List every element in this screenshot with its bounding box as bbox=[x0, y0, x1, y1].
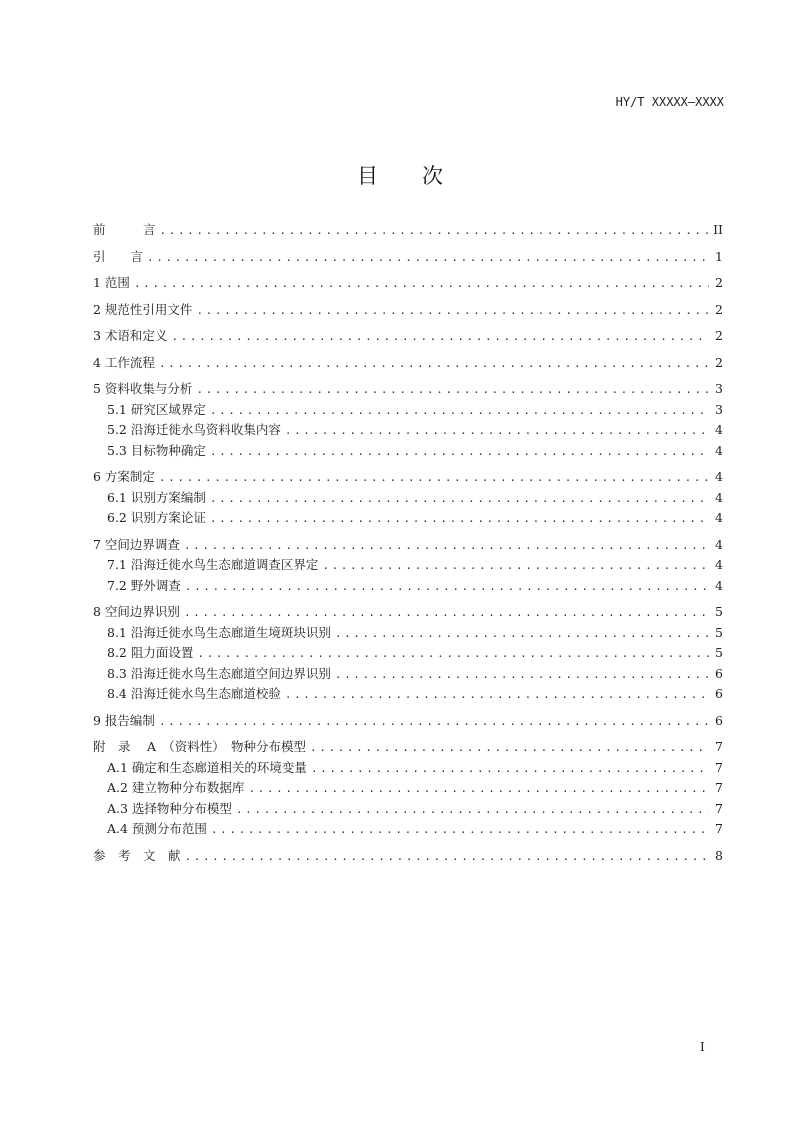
toc-entry-label: 9 报告编制 bbox=[93, 712, 155, 728]
page-title-char-1: 目 bbox=[357, 164, 378, 188]
toc-entry-page-number: 2 bbox=[715, 328, 723, 343]
toc-entry[interactable] bbox=[93, 467, 723, 488]
toc-entry-label: 前 言 bbox=[93, 222, 156, 237]
toc-entry-page-number: 4 bbox=[715, 510, 723, 525]
toc-entry-page-number: 4 bbox=[715, 469, 723, 484]
toc-entry-page-number: 3 bbox=[715, 381, 723, 396]
toc-entry-page-number: II bbox=[713, 222, 723, 237]
toc-entry-page-number: 4 bbox=[715, 489, 723, 505]
toc-entry-page-number: 4 bbox=[715, 422, 723, 437]
toc-entry[interactable] bbox=[93, 602, 723, 623]
toc-entry-page-number: 7 bbox=[715, 821, 723, 836]
toc-entry-page-number: 7 bbox=[715, 739, 723, 754]
toc-subentry[interactable] bbox=[93, 664, 723, 685]
table-of-contents bbox=[93, 220, 723, 866]
toc-entry-page-number: 2 bbox=[715, 354, 723, 370]
toc-subentry[interactable] bbox=[93, 623, 723, 644]
toc-entry[interactable] bbox=[93, 737, 723, 758]
toc-dot-leader bbox=[160, 221, 709, 242]
toc-dot-leader bbox=[236, 800, 709, 821]
toc-entry-label: 8.3 沿海迁徙水鸟生态廊道空间边界识别 bbox=[107, 665, 331, 681]
toc-entry[interactable] bbox=[93, 273, 723, 294]
toc-entry-page-number: 6 bbox=[715, 686, 723, 701]
toc-entry-page-number: 4 bbox=[715, 577, 723, 593]
toc-entry-label: A.1 确定和生态廊道相关的环境变量 bbox=[107, 759, 307, 775]
toc-dot-leader bbox=[285, 421, 709, 442]
toc-subentry[interactable] bbox=[93, 819, 723, 840]
toc-entry-label: 8.4 沿海迁徙水鸟生态廊道校验 bbox=[107, 686, 281, 701]
toc-entry-page-number: 2 bbox=[715, 275, 723, 290]
toc-dot-leader bbox=[159, 468, 709, 489]
toc-dot-leader bbox=[134, 274, 709, 295]
toc-entry-page-number: 2 bbox=[715, 301, 723, 317]
toc-entry-page-number: 4 bbox=[715, 557, 723, 572]
toc-entry[interactable] bbox=[93, 220, 723, 241]
toc-dot-leader bbox=[311, 759, 709, 780]
toc-subentry[interactable] bbox=[93, 488, 723, 509]
toc-subentry[interactable] bbox=[93, 643, 723, 664]
toc-dot-leader bbox=[322, 556, 709, 577]
toc-entry-label: 7 空间边界调查 bbox=[93, 536, 180, 552]
toc-subentry[interactable] bbox=[93, 576, 723, 597]
toc-subentry[interactable] bbox=[93, 400, 723, 421]
toc-dot-leader bbox=[197, 644, 709, 665]
toc-entry-label: 6.2 识别方案论证 bbox=[107, 510, 206, 525]
toc-dot-leader bbox=[196, 301, 709, 322]
toc-dot-leader bbox=[248, 779, 709, 800]
page-title-char-2: 次 bbox=[422, 164, 443, 188]
toc-entry-page-number: 7 bbox=[715, 759, 723, 775]
toc-entry-label: 6 方案制定 bbox=[93, 469, 155, 484]
toc-entry-label: 6.1 识别方案编制 bbox=[107, 489, 206, 505]
toc-entry[interactable] bbox=[93, 535, 723, 556]
toc-entry[interactable] bbox=[93, 300, 723, 321]
toc-entry-page-number: 5 bbox=[715, 645, 723, 660]
toc-entry[interactable] bbox=[93, 711, 723, 732]
toc-entry-label: 8 空间边界识别 bbox=[93, 604, 180, 619]
toc-dot-leader bbox=[147, 248, 709, 269]
toc-dot-leader bbox=[211, 820, 709, 841]
toc-dot-leader bbox=[185, 847, 709, 868]
toc-entry-label: 5.3 目标物种确定 bbox=[107, 442, 206, 458]
toc-entry-label: 7.2 野外调查 bbox=[107, 577, 181, 593]
toc-subentry[interactable] bbox=[93, 555, 723, 576]
toc-subentry[interactable] bbox=[93, 758, 723, 779]
standard-code-header: HY/T XXXXX—XXXX bbox=[615, 95, 724, 109]
toc-entry-page-number: 7 bbox=[715, 800, 723, 816]
toc-entry[interactable] bbox=[93, 247, 723, 268]
toc-entry-label: 3 术语和定义 bbox=[93, 328, 168, 343]
toc-entry-label: 附 录 A （资料性） 物种分布模型 bbox=[93, 739, 307, 754]
toc-subentry[interactable] bbox=[93, 508, 723, 529]
toc-dot-leader bbox=[159, 712, 709, 733]
toc-entry-label: 1 范围 bbox=[93, 275, 130, 290]
toc-entry[interactable] bbox=[93, 846, 723, 867]
toc-dot-leader bbox=[210, 442, 709, 463]
toc-dot-leader bbox=[210, 401, 709, 422]
toc-entry[interactable] bbox=[93, 379, 723, 400]
toc-entry-label: A.2 建立物种分布数据库 bbox=[107, 780, 245, 795]
toc-dot-leader bbox=[185, 577, 709, 598]
toc-entry-label: 4 工作流程 bbox=[93, 354, 155, 370]
toc-subentry[interactable] bbox=[93, 684, 723, 705]
toc-dot-leader bbox=[159, 354, 709, 375]
toc-entry-page-number: 3 bbox=[715, 401, 723, 417]
toc-entry-label: 引 言 bbox=[93, 248, 144, 264]
toc-dot-leader bbox=[310, 738, 709, 759]
toc-entry-page-number: 8 bbox=[715, 847, 723, 863]
toc-entry[interactable] bbox=[93, 326, 723, 347]
toc-entry-page-number: 1 bbox=[715, 248, 723, 264]
toc-dot-leader bbox=[285, 685, 709, 706]
toc-entry-label: 5 资料收集与分析 bbox=[93, 381, 193, 396]
toc-subentry[interactable] bbox=[93, 778, 723, 799]
toc-subentry[interactable] bbox=[93, 799, 723, 820]
toc-subentry[interactable] bbox=[93, 420, 723, 441]
toc-entry-label: 2 规范性引用文件 bbox=[93, 301, 193, 317]
toc-dot-leader bbox=[171, 327, 709, 348]
page-number: I bbox=[700, 1040, 705, 1054]
toc-entry-label: 5.2 沿海迁徙水鸟资料收集内容 bbox=[107, 422, 281, 437]
toc-dot-leader bbox=[196, 380, 709, 401]
toc-entry[interactable] bbox=[93, 353, 723, 374]
toc-entry-label: 8.1 沿海迁徙水鸟生态廊道生境斑块识别 bbox=[107, 624, 331, 640]
toc-dot-leader bbox=[335, 665, 709, 686]
toc-entry-label: 7.1 沿海迁徙水鸟生态廊道调查区界定 bbox=[107, 557, 319, 572]
toc-entry-page-number: 6 bbox=[715, 712, 723, 728]
toc-entry-page-number: 5 bbox=[715, 624, 723, 640]
toc-entry-page-number: 4 bbox=[715, 536, 723, 552]
toc-entry-label: 8.2 阻力面设置 bbox=[107, 645, 194, 660]
toc-dot-leader bbox=[184, 536, 709, 557]
toc-entry-page-number: 6 bbox=[715, 665, 723, 681]
toc-dot-leader bbox=[184, 603, 709, 624]
toc-entry-label: 参 考 文 献 bbox=[93, 847, 181, 863]
toc-entry-label: 5.1 研究区域界定 bbox=[107, 401, 206, 417]
toc-entry-label: A.3 选择物种分布模型 bbox=[107, 800, 232, 816]
toc-subentry[interactable] bbox=[93, 441, 723, 462]
toc-dot-leader bbox=[210, 489, 709, 510]
toc-entry-page-number: 7 bbox=[715, 780, 723, 795]
toc-dot-leader bbox=[210, 509, 709, 530]
page-title bbox=[0, 160, 800, 190]
toc-entry-page-number: 4 bbox=[715, 442, 723, 458]
toc-entry-label: A.4 预测分布范围 bbox=[107, 821, 207, 836]
toc-entry-page-number: 5 bbox=[715, 604, 723, 619]
toc-dot-leader bbox=[335, 624, 709, 645]
